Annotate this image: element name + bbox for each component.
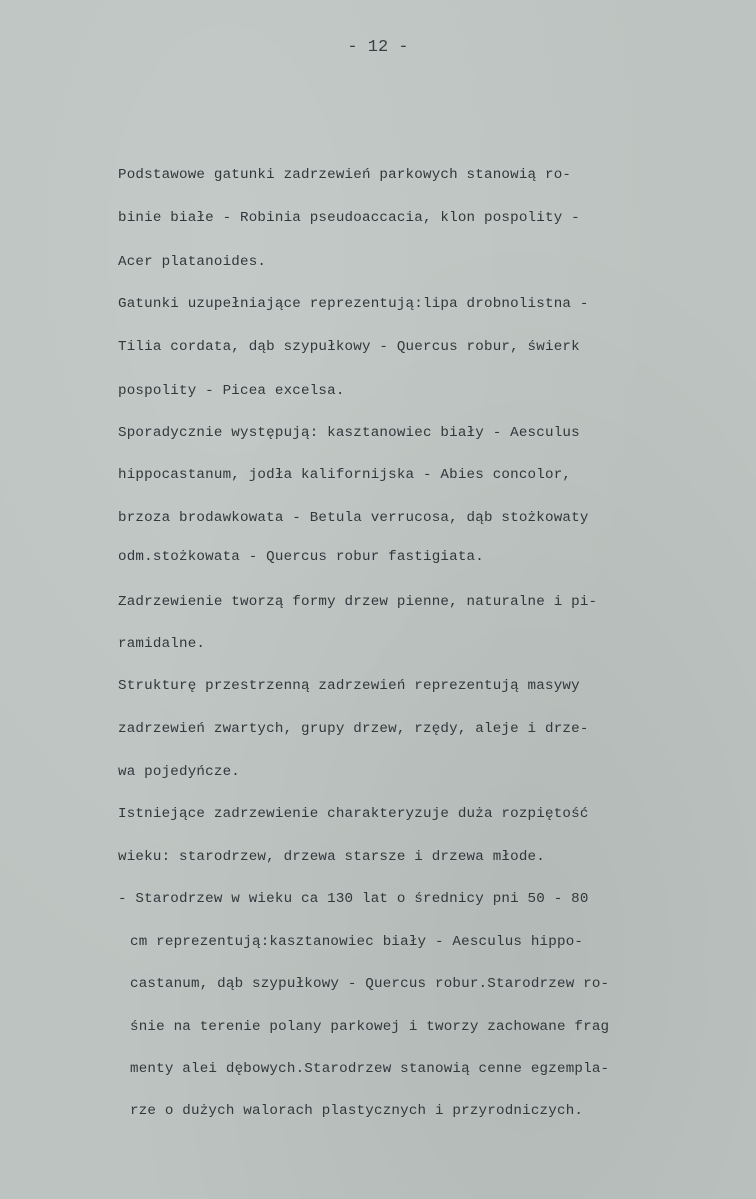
text-line: Tilia cordata, dąb szypułkowy - Quercus robur, świerk <box>118 339 580 355</box>
text-line: odm.stożkowata - Quercus robur fastigiata. <box>118 549 484 565</box>
text-line: rze o dużych walorach plastycznych i przyrodniczych. <box>130 1103 584 1119</box>
text-line: pospolity - Picea excelsa. <box>118 383 345 399</box>
text-line: Podstawowe gatunki zadrzewień parkowych stanowią ro- <box>118 167 572 183</box>
text-line: binie białe - Robinia pseudoaccacia, klon pospolity - <box>118 210 580 226</box>
text-line: cm reprezentują:kasztanowiec biały - Aesculus hippo- <box>130 934 584 950</box>
text-line: menty alei dębowych.Starodrzew stanowią cenne egzempla- <box>130 1061 610 1077</box>
text-line: Gatunki uzupełniające reprezentują:lipa drobnolistna - <box>118 296 589 312</box>
text-line: wa pojedyńcze. <box>118 764 240 780</box>
text-line: Istniejące zadrzewienie charakteryzuje duża rozpiętość <box>118 806 589 822</box>
text-line: wieku: starodrzew, drzewa starsze i drzewa młode. <box>118 849 545 865</box>
text-line: brzoza brodawkowata - Betula verrucosa, dąb stożkowaty <box>118 510 589 526</box>
text-line: ramidalne. <box>118 636 206 652</box>
text-line: Zadrzewienie tworzą formy drzew pienne, naturalne i pi- <box>118 594 598 610</box>
text-line: castanum, dąb szypułkowy - Quercus robur.Starodrzew ro- <box>130 976 610 992</box>
text-line: Strukturę przestrzenną zadrzewień reprezentują masywy <box>118 678 580 694</box>
page-number: - 12 - <box>347 38 409 57</box>
text-line: Sporadycznie występują: kasztanowiec biały - Aesculus <box>118 425 580 441</box>
text-line: Acer platanoides. <box>118 254 267 270</box>
text-line: hippocastanum, jodła kalifornijska - Abies concolor, <box>118 467 572 483</box>
text-line: zadrzewień zwartych, grupy drzew, rzędy, aleje i drze- <box>118 721 589 737</box>
text-line: - Starodrzew w wieku ca 130 lat o średnicy pni 50 - 80 <box>118 891 589 907</box>
text-line: śnie na terenie polany parkowej i tworzy zachowane frag <box>130 1019 610 1035</box>
